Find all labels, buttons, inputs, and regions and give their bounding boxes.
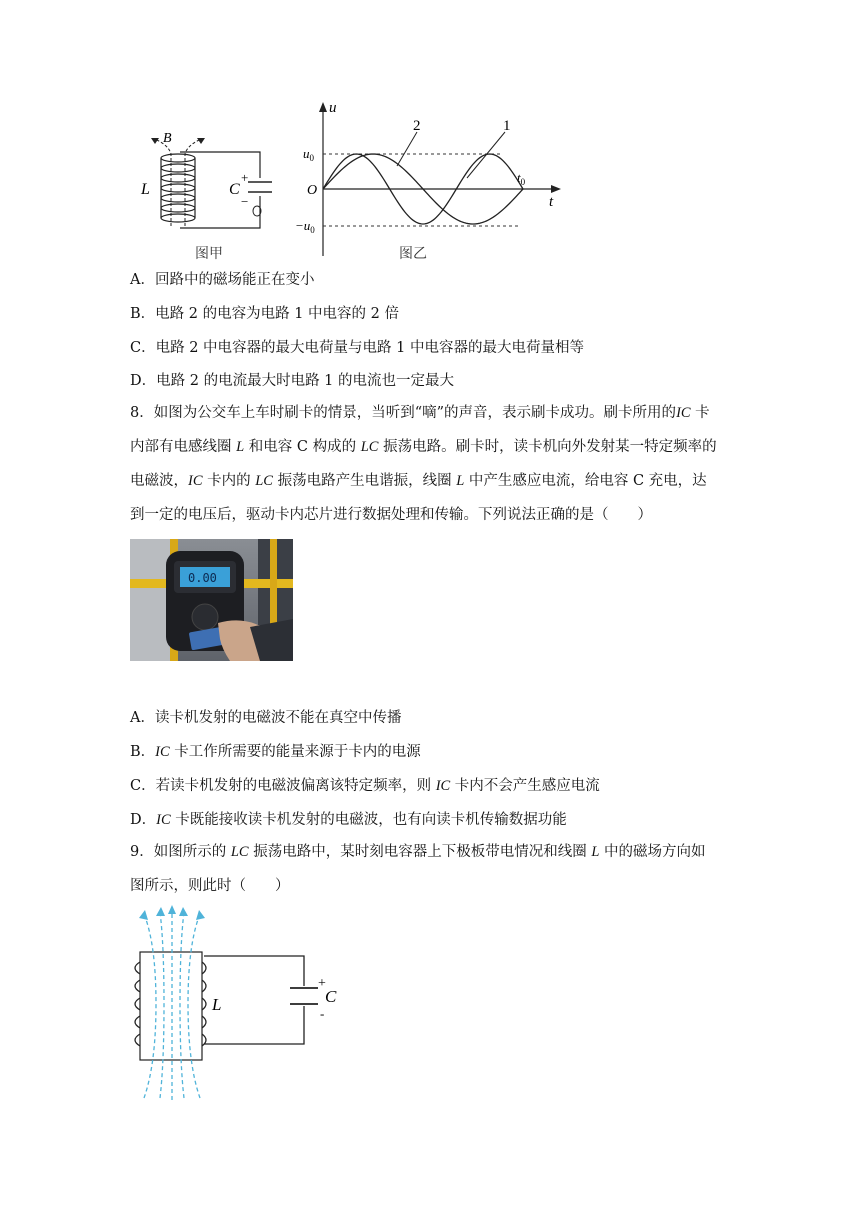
- t-axis-label: t: [549, 194, 554, 210]
- figure-voltage-graph: [295, 96, 570, 266]
- capacitor-label-c: C: [229, 181, 240, 198]
- q7-option-d: D．电路 2 的电流最大时电路 1 的电流也一定最大: [130, 373, 455, 389]
- u-axis-label: u: [329, 100, 337, 116]
- q8-stem: [130, 396, 730, 532]
- q9-line-1: 9．如图所示的 LC 振荡电路中，某时刻电容器上下极板带电情况和线圈 L 中的磁场方向如: [130, 844, 706, 860]
- q9-stem: [130, 835, 730, 903]
- origin-label: O: [307, 183, 318, 198]
- capacitor-plus: +: [318, 976, 326, 991]
- figure-coil-capacitor: [135, 126, 275, 266]
- q8-option-b: B．IC 卡工作所需要的能量来源于卡内的电源: [130, 744, 421, 760]
- curve-2-label: 2: [413, 118, 421, 134]
- t0-label: $t_0$: [517, 170, 526, 187]
- reader-screen-text: 0.00: [188, 571, 217, 585]
- capacitor-minus-sign: −: [241, 194, 249, 209]
- q7-option-a: A．回路中的磁场能正在变小: [130, 272, 315, 288]
- q7-option-c: C．电路 2 中电容器的最大电荷量与电路 1 中电容器的最大电荷量相等: [130, 340, 584, 356]
- neg-u0-label: $-u_0$: [295, 218, 315, 235]
- u0-label: $u_0$: [303, 146, 314, 163]
- q8-option-a: A．读卡机发射的电磁波不能在真空中传播: [130, 710, 402, 726]
- q8-option-d: D．IC 卡既能接收读卡机发射的电磁波，也有向读卡机传输数据功能: [130, 812, 567, 828]
- coil-label-l: L: [141, 181, 150, 198]
- curve-1-label: 1: [503, 118, 511, 134]
- figure-caption-left: 图甲: [195, 246, 223, 262]
- card-reader-photo: [130, 539, 293, 661]
- capacitor-label-c: C: [325, 987, 337, 1006]
- q8-line-2: 内部有电感线圈 L 和电容 C 构成的 LC 振荡电路。刷卡时，读卡机向外发射某一特定频率的: [130, 439, 717, 455]
- q9-line-2: 图所示，则此时（ ）: [130, 878, 290, 894]
- capacitor-minus: -: [320, 1006, 325, 1021]
- q8-option-c: C．若读卡机发射的电磁波偏离该特定频率，则 IC 卡内不会产生感应电流: [130, 778, 600, 794]
- q8-line-1: 8．如图为公交车上车时刷卡的情景，当听到“嘀”的声音，表示刷卡成功。刷卡所用的IC 卡: [130, 405, 710, 421]
- field-label-b: B: [163, 131, 172, 146]
- figure-caption-right: 图乙: [399, 246, 427, 262]
- figure-lc-circuit: [126, 904, 346, 1104]
- capacitor-plus-sign: +: [241, 170, 249, 185]
- q8-line-4: 到一定的电压后，驱动卡内芯片进行数据处理和传输。下列说法正确的是（ ）: [130, 507, 652, 523]
- q8-line-3: 电磁波，IC 卡内的 LC 振荡电路产生电谐振，线圈 L 中产生感应电流，给电容 C 充电，达: [130, 473, 707, 489]
- q7-option-b: B．电路 2 的电容为电路 1 中电容的 2 倍: [130, 306, 399, 322]
- coil-label-l: L: [212, 995, 222, 1014]
